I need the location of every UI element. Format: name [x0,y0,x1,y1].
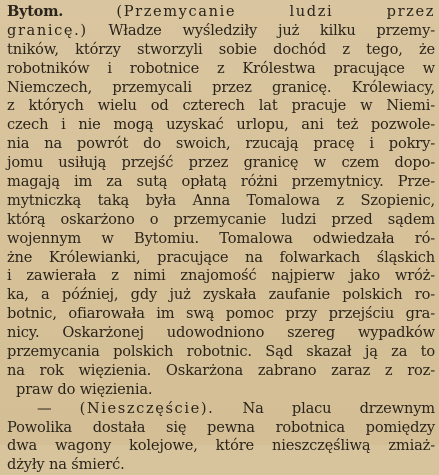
article-line-25 [7,456,435,475]
article-line-text: i zawierała z nimi znajomość najpierw jako wróż- [7,267,435,285]
article-line-22 [7,400,435,419]
article-line-text: którą oskarżono o przemycanie ludzi przed sądem [7,210,435,228]
article-line-text: magają im za sutą opłatą różni przemytnicy. Prze- [7,173,435,191]
article-line-text: mytniczką taką była Anna Tomalowa z Szopienic, [7,191,435,209]
article-line-text: wojennym w Bytomiu. Tomalowa odwiedzała ró- [7,229,435,247]
article-line-text: na rok więzienia. Oskarżona zabrano zaraz z roz- [7,361,435,379]
article-line-15 [7,267,435,286]
article-line-text: (Nieszczęście). Na placu drzewnym [79,399,436,417]
article-line-3 [7,41,435,60]
article-line-24 [7,437,435,456]
article-line-20 [7,362,435,381]
article-line-2 [7,22,435,41]
article-line-text: z których wielu od czterech lat pracuje w Niemi- [7,97,435,115]
article-line-8 [7,135,435,154]
article-line-text: czech i nie mogą uzyskać urlopu, ani też pozwole- [7,116,435,134]
article-line-6 [7,97,435,116]
section-dash: — [37,399,80,417]
article-line-5 [7,79,435,98]
article-line-text: botnic, ofiarowała im swą pomoc przy przejściu gra- [7,305,435,323]
article-line-text: robotników i robotnice z Królestwa pracujące w [7,59,435,77]
article-line-13 [7,230,435,249]
article-line-7 [7,116,435,135]
headline-topic: (Przemycanie ludzi przez [63,3,435,20]
article-line-16 [7,286,435,305]
article-line-18 [7,324,435,343]
article-line-text: ka, a później, gdy już zyskała zaufanie polskich ro- [7,286,435,304]
article-line-text: granicę.) Władze wyśledziły już kilku przemy- [7,21,435,39]
article-line-text: praw do więzienia. [16,380,153,398]
article-line-1 [7,3,435,22]
article-line-12 [7,211,435,230]
article-line-text: tników, którzy stworzyli sobie dochód z tego, że [7,40,435,58]
article-line-19 [7,343,435,362]
article-line-10 [7,173,435,192]
article-line-text: nia na powrót do swoich, rzucają pracę i pokry- [7,135,435,153]
article-line-21 [7,381,435,400]
headline-place: Bytom. [7,3,64,20]
article-line-text: nicy. Oskarżonej udowodniono szereg wypadków [7,324,435,342]
article-line-17 [7,305,435,324]
article-line-4 [7,60,435,79]
article-line-text: Powolika dostała się pewna robotnica pomiędzy [7,418,435,436]
article-line-text: Niemczech, przemycali przez granicę. Królewiacy, [7,78,435,96]
article-line-9 [7,154,435,173]
article-line-text: dwa wagony kolejowe, które nieszczęśliwą zmiaż- [7,437,435,455]
article-line-text: przemycania polskich robotnic. Sąd skazał ją za to [7,343,435,361]
article-line-23 [7,419,435,438]
article-line-text: żne Królewianki, pracujące na folwarkach śląskich [7,248,435,266]
article-line-text: jomu usiłują przejść przez granicę w czem dopo- [7,154,435,172]
article-line-11 [7,192,435,211]
article-line-14 [7,249,435,268]
article-line-text: dżyły na śmierć. [7,456,125,474]
